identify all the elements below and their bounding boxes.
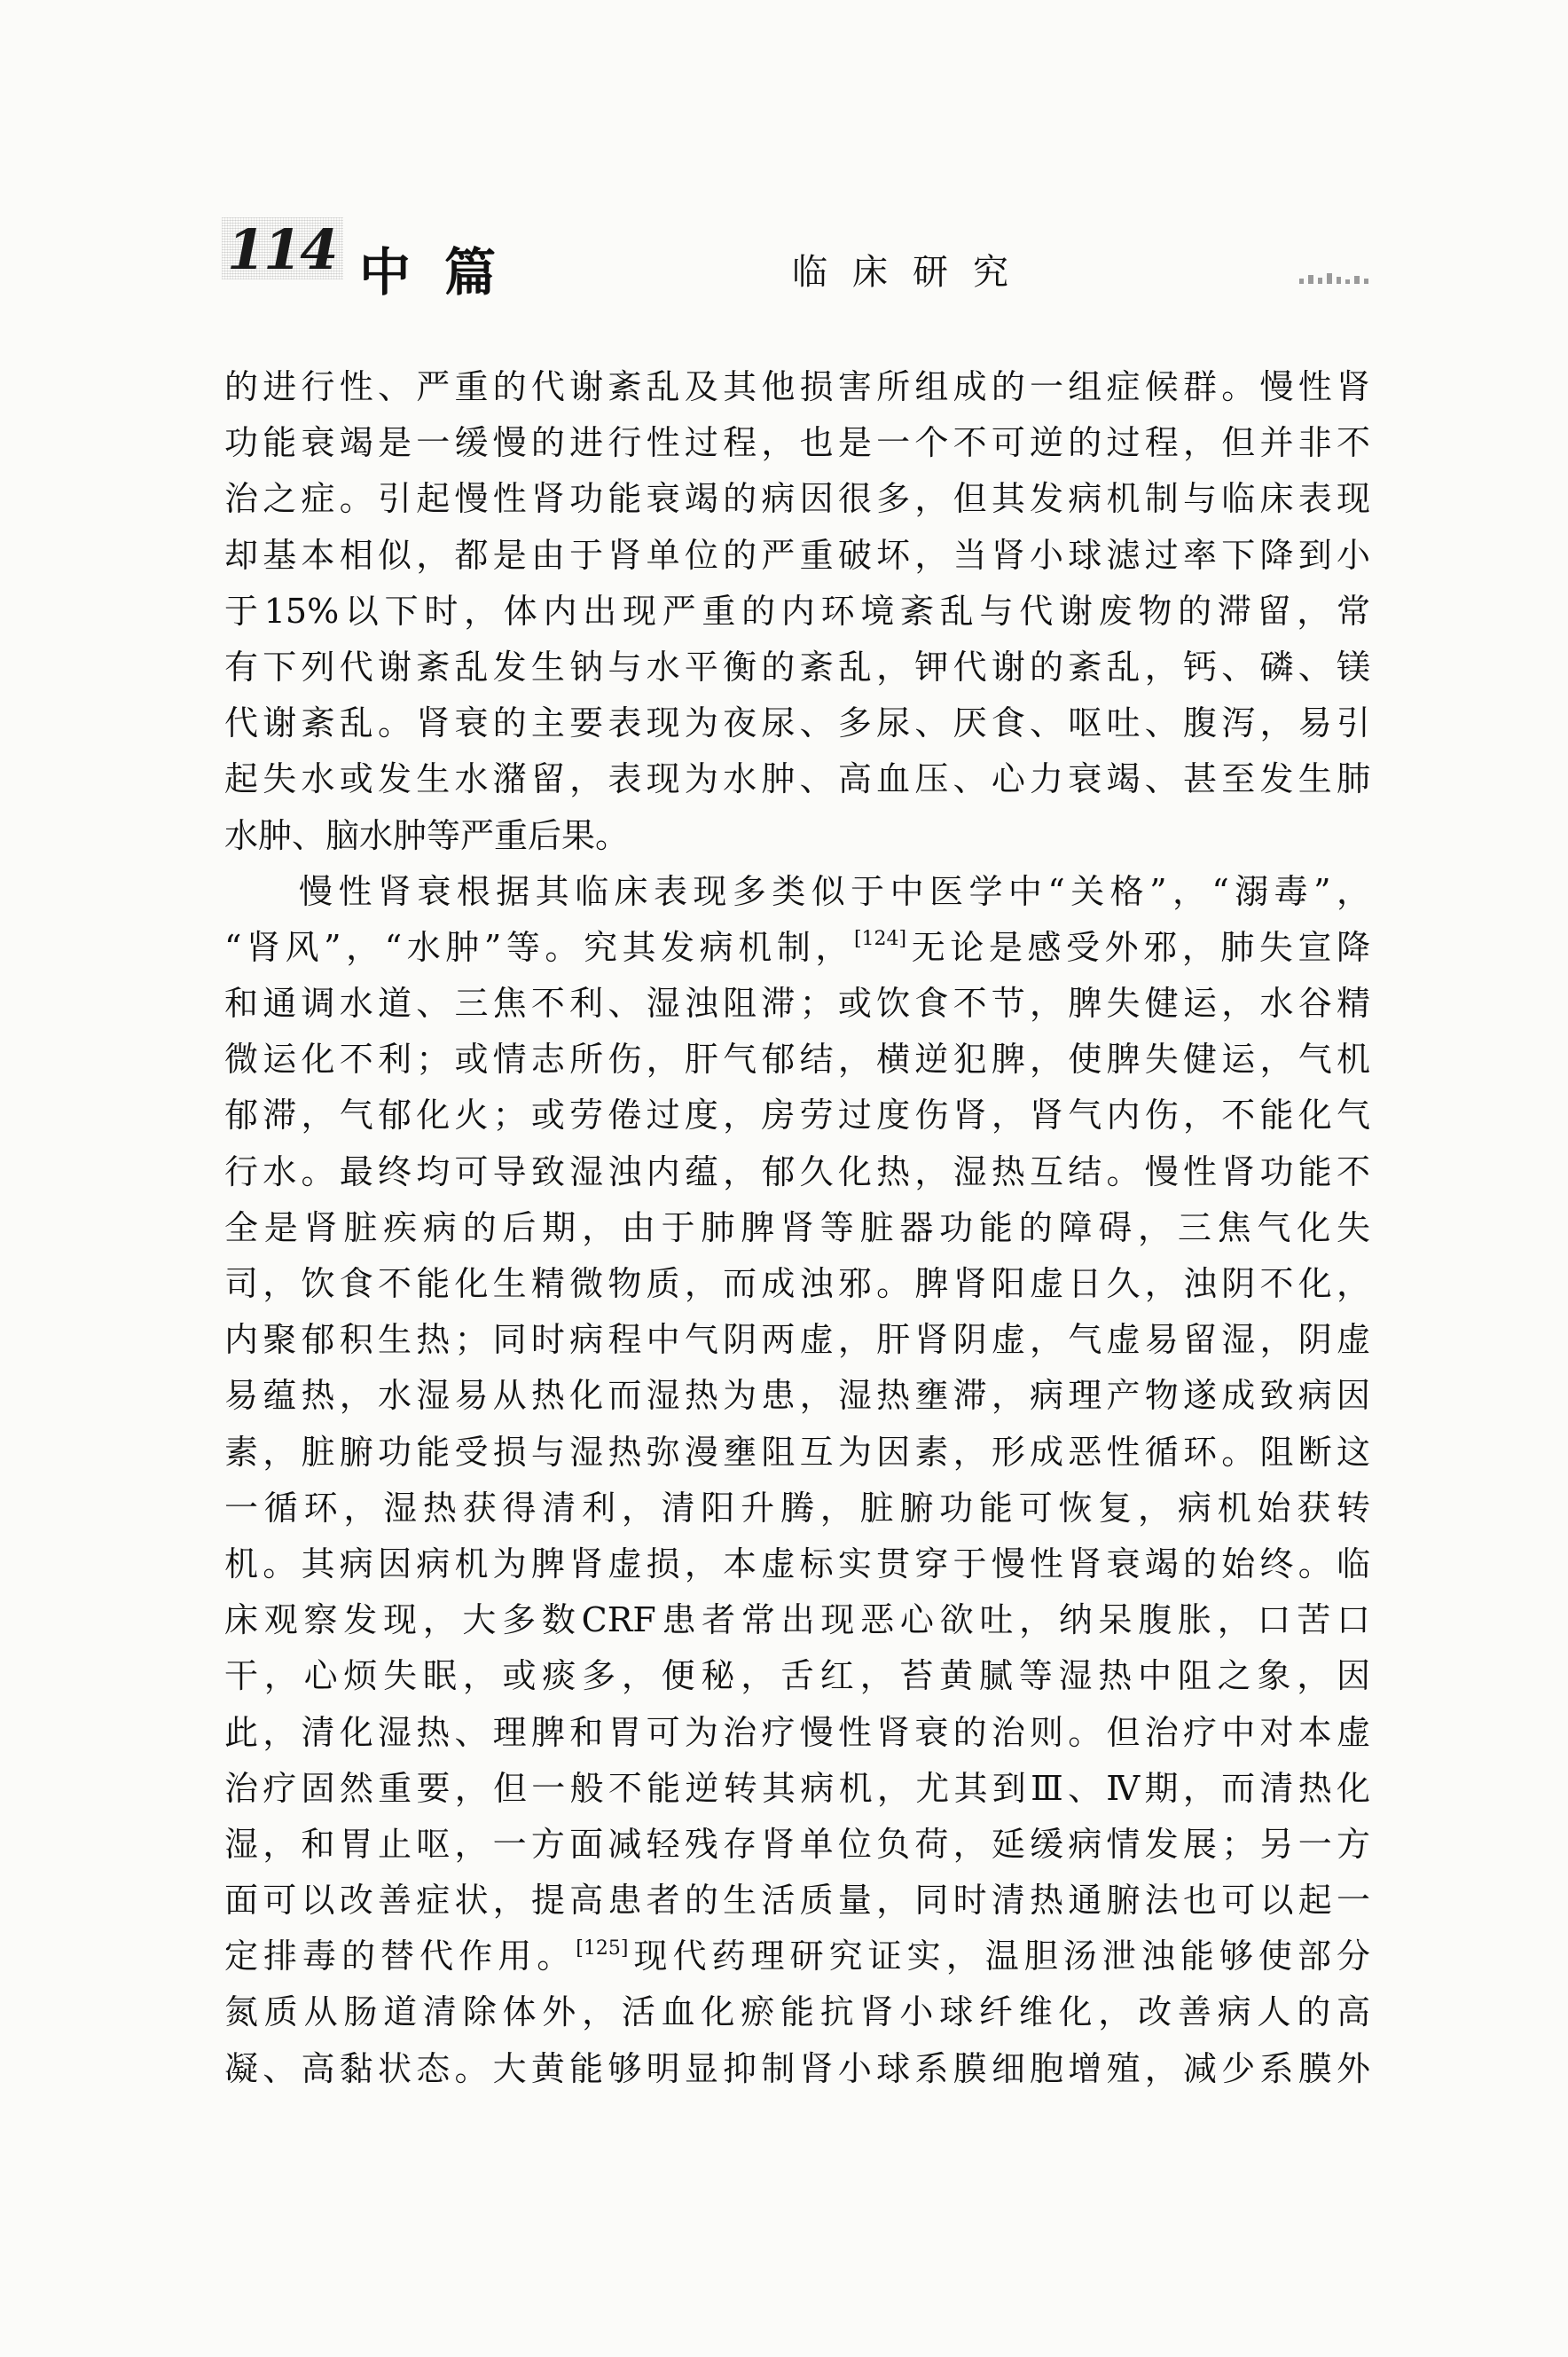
text-line: 素，脏腑功能受损与湿热弥漫壅阻互为因素，形成恶性循环。阻断这 — [224, 1432, 1370, 1472]
page-number: 114 — [222, 217, 343, 279]
text-line: 郁滞，气郁化火；或劳倦过度，房劳过度伤肾，肾气内伤，不能化气 — [224, 1096, 1370, 1135]
text-segment: 现代药理研究证实，温胆汤泄浊能够使部分 — [628, 1937, 1370, 1976]
citation-ref: [125] — [576, 1937, 629, 1960]
text-line: 治疗固然重要，但一般不能逆转其病机，尤其到Ⅲ、Ⅳ期，而清热化 — [224, 1768, 1370, 1808]
text-line: 此，清化湿热、理脾和胃可为治疗慢性肾衰的治则。但治疗中对本虚 — [224, 1712, 1370, 1752]
text-line: 氮质从肠道清除体外，活血化瘀能抗肾小球纤维化，改善病人的高 — [224, 1992, 1370, 2032]
text-line: 水肿、脑水肿等严重后果。 — [224, 815, 630, 855]
text-line: 起失水或发生水潴留，表现为水肿、高血压、心力衰竭、甚至发生肺 — [224, 759, 1370, 799]
text-segment: 定排毒的替代作用。 — [224, 1937, 576, 1976]
text-segment: “肾风”，“水肿”等。究其发病机制， — [224, 927, 854, 967]
text-line: 易蕴热，水湿易从热化而湿热为患，湿热壅滞，病理产物遂成致病因 — [224, 1376, 1370, 1416]
text-line: 司，饮食不能化生精微物质，而成浊邪。脾肾阳虚日久，浊阴不化， — [224, 1264, 1370, 1303]
text-line: 代谢紊乱。肾衰的主要表现为夜尿、多尿、厌食、呕吐、腹泻，易引 — [224, 703, 1370, 743]
text-line: 湿，和胃止呕，一方面减轻残存肾单位负荷，延缓病情发展；另一方 — [224, 1824, 1370, 1864]
text-line: 功能衰竭是一缓慢的进行性过程，也是一个不可逆的过程，但并非不 — [224, 423, 1370, 463]
text-line: 全是肾脏疾病的后期，由于肺脾肾等脏器功能的障碍，三焦气化失 — [224, 1207, 1370, 1247]
text-line: 面可以改善症状，提高患者的生活质量，同时清热通腑法也可以起一 — [224, 1881, 1370, 1921]
text-line-with-citation — [224, 920, 1370, 976]
text-line-with-citation — [224, 1929, 1370, 1984]
header-ornament-icon — [1299, 266, 1368, 284]
text-line: 床观察发现，大多数CRF患者常出现恶心欲吐，纳呆腹胀，口苦口 — [224, 1600, 1370, 1640]
paragraph-start-line: 慢性肾衰根据其临床表现多类似于中医学中“关格”，“溺毒”， — [299, 871, 1370, 911]
text-segment: 无论是感受外邪，肺失宣降 — [906, 927, 1370, 967]
body-text — [224, 359, 1370, 2097]
text-line: 机。其病因病机为脾肾虚损，本虚标实贯穿于慢性肾衰竭的始终。临 — [224, 1544, 1370, 1583]
chapter-title: 临床研究 — [792, 252, 1033, 293]
text-line: 内聚郁积生热；同时病程中气阴两虚，肝肾阴虚，气虚易留湿，阴虚 — [224, 1320, 1370, 1360]
section-label: 中篇 — [359, 242, 530, 302]
text-line: 的进行性、严重的代谢紊乱及其他损害所组成的一组症候群。慢性肾 — [224, 367, 1370, 406]
text-line: 有下列代谢紊乱发生钠与水平衡的紊乱，钾代谢的紊乱，钙、磷、镁 — [224, 647, 1370, 687]
text-line: 和通调水道、三焦不利、湿浊阻滞；或饮食不节，脾失健运，水谷精 — [224, 984, 1370, 1024]
text-line: 干，心烦失眠，或痰多，便秘，舌红，苔黄腻等湿热中阻之象，因 — [224, 1656, 1370, 1696]
text-line: 行水。最终均可导致湿浊内蕴，郁久化热，湿热互结。慢性肾功能不 — [224, 1151, 1370, 1191]
text-line: 微运化不利；或情志所伤，肝气郁结，横逆犯脾，使脾失健运，气机 — [224, 1040, 1370, 1080]
text-line: 于15%以下时，体内出现严重的内环境紊乱与代谢废物的滞留，常 — [224, 591, 1370, 631]
text-line: 却基本相似，都是由于肾单位的严重破坏，当肾小球滤过率下降到小 — [224, 535, 1370, 575]
text-line: 一循环，湿热获得清利，清阳升腾，脏腑功能可恢复，病机始获转 — [224, 1488, 1370, 1528]
text-line: 凝、高黏状态。大黄能够明显抑制肾小球系膜细胞增殖，减少系膜外 — [224, 2048, 1370, 2088]
text-line: 治之症。引起慢性肾功能衰竭的病因很多，但其发病机制与临床表现 — [224, 479, 1370, 519]
citation-ref: [124] — [853, 928, 907, 951]
